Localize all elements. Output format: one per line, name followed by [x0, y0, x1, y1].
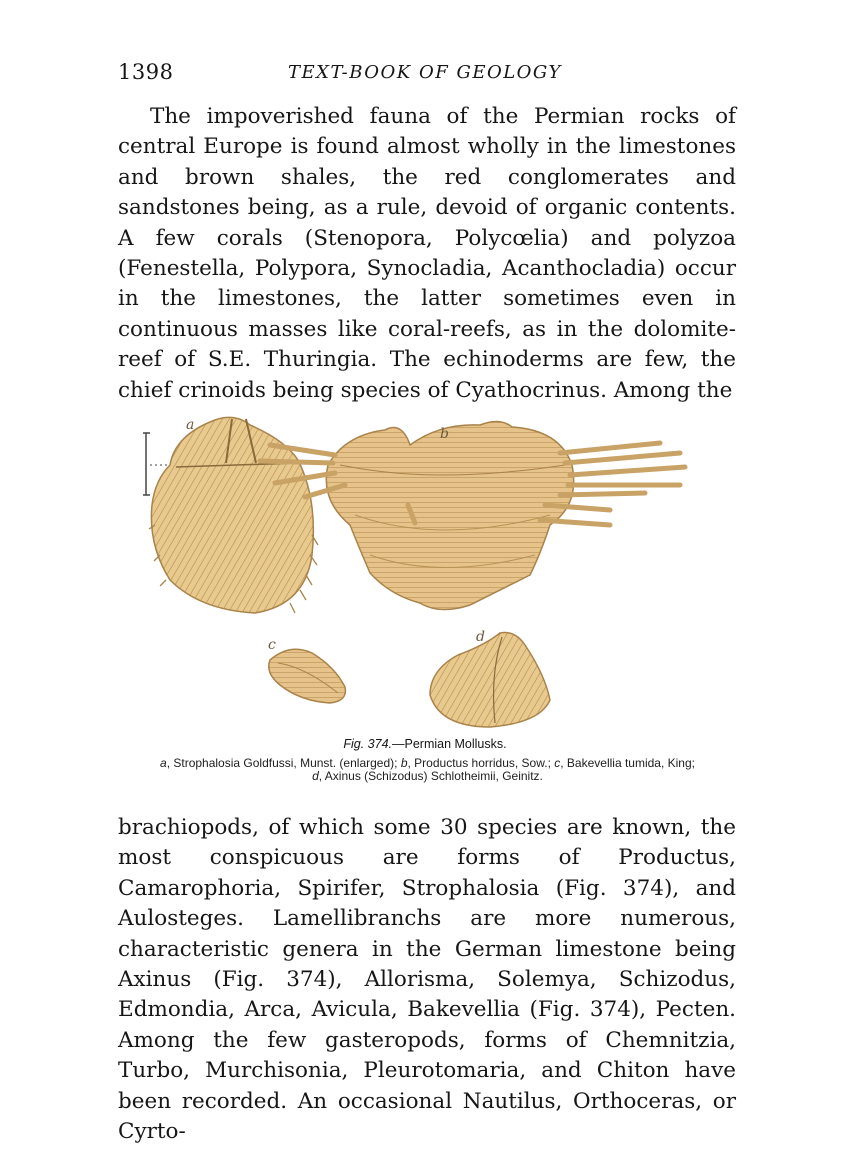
label-b: b: [440, 426, 449, 442]
body-paragraph-2: brachiopods, of which some 30 species are known, the most conspicuous are forms of Productus, Camarophoria, Spirifer, Strophalosia (Fig. 374), and Aulosteges. Lamellibranchs are more numerous, characteristic genera in the German limestone being Axinus (Fig. 374), Allorisma, Solemya, Schizodus, Edmondia, Arca, Avicula, Bakevellia (Fig. 374), Pecten. Among the few gasteropods, forms of Chemnitzia, Turbo, Murchisonia, Pleurotomaria, and Chiton have been recorded. An occasional Nautilus, Orthoceras, or Cyrto-: [118, 815, 736, 1145]
figure-number: Fig. 374.: [343, 737, 392, 751]
fossil-illustration: [140, 405, 715, 735]
fossil-d-axinus: [430, 633, 550, 728]
caption-d: , Axinus (Schizodus) Schlotheimii, Geinitz.: [318, 769, 543, 783]
figure-caption-title: [0, 737, 850, 751]
caption-c: , Bakevellia tumida, King;: [560, 756, 695, 770]
label-c: c: [268, 637, 276, 653]
body-paragraph-1: The impoverished fauna of the Permian rocks of central Europe is found almost wholly in the limestones and brown shales, the red conglomerates and sandstones being, as a rule, devoid of organic contents. A few corals (Stenopora, Polycœlia) and polyzoa (Fenestella, Polypora, Synocladia, Acanthocladia) occur in the limestones, the latter sometimes even in continuous masses like coral-reefs, as in the dolomite-reef of S.E. Thuringia. The echinoderms are few, the chief crinoids being species of Cyathocrinus. Among the: [118, 104, 736, 403]
fossil-b-productus: [260, 421, 685, 609]
caption-letter-c: c: [554, 756, 561, 770]
caption-letter-b: b: [400, 756, 408, 770]
running-title: TEXT-BOOK OF GEOLOGY: [288, 62, 562, 83]
caption-a: , Strophalosia Goldfussi, Munst. (enlarged);: [166, 756, 401, 770]
label-d: d: [476, 629, 485, 645]
caption-letter-a: a: [160, 756, 167, 770]
caption-b: , Productus horridus, Sow.;: [407, 756, 555, 770]
page-number: 1398: [118, 60, 174, 84]
label-a: a: [186, 417, 195, 433]
figure-caption-body: [155, 757, 700, 783]
caption-letter-d: d: [312, 769, 319, 783]
figure-title: —Permian Mollusks.: [392, 737, 507, 751]
page-header: [118, 60, 738, 90]
fossil-c-bakevellia: [269, 649, 346, 703]
